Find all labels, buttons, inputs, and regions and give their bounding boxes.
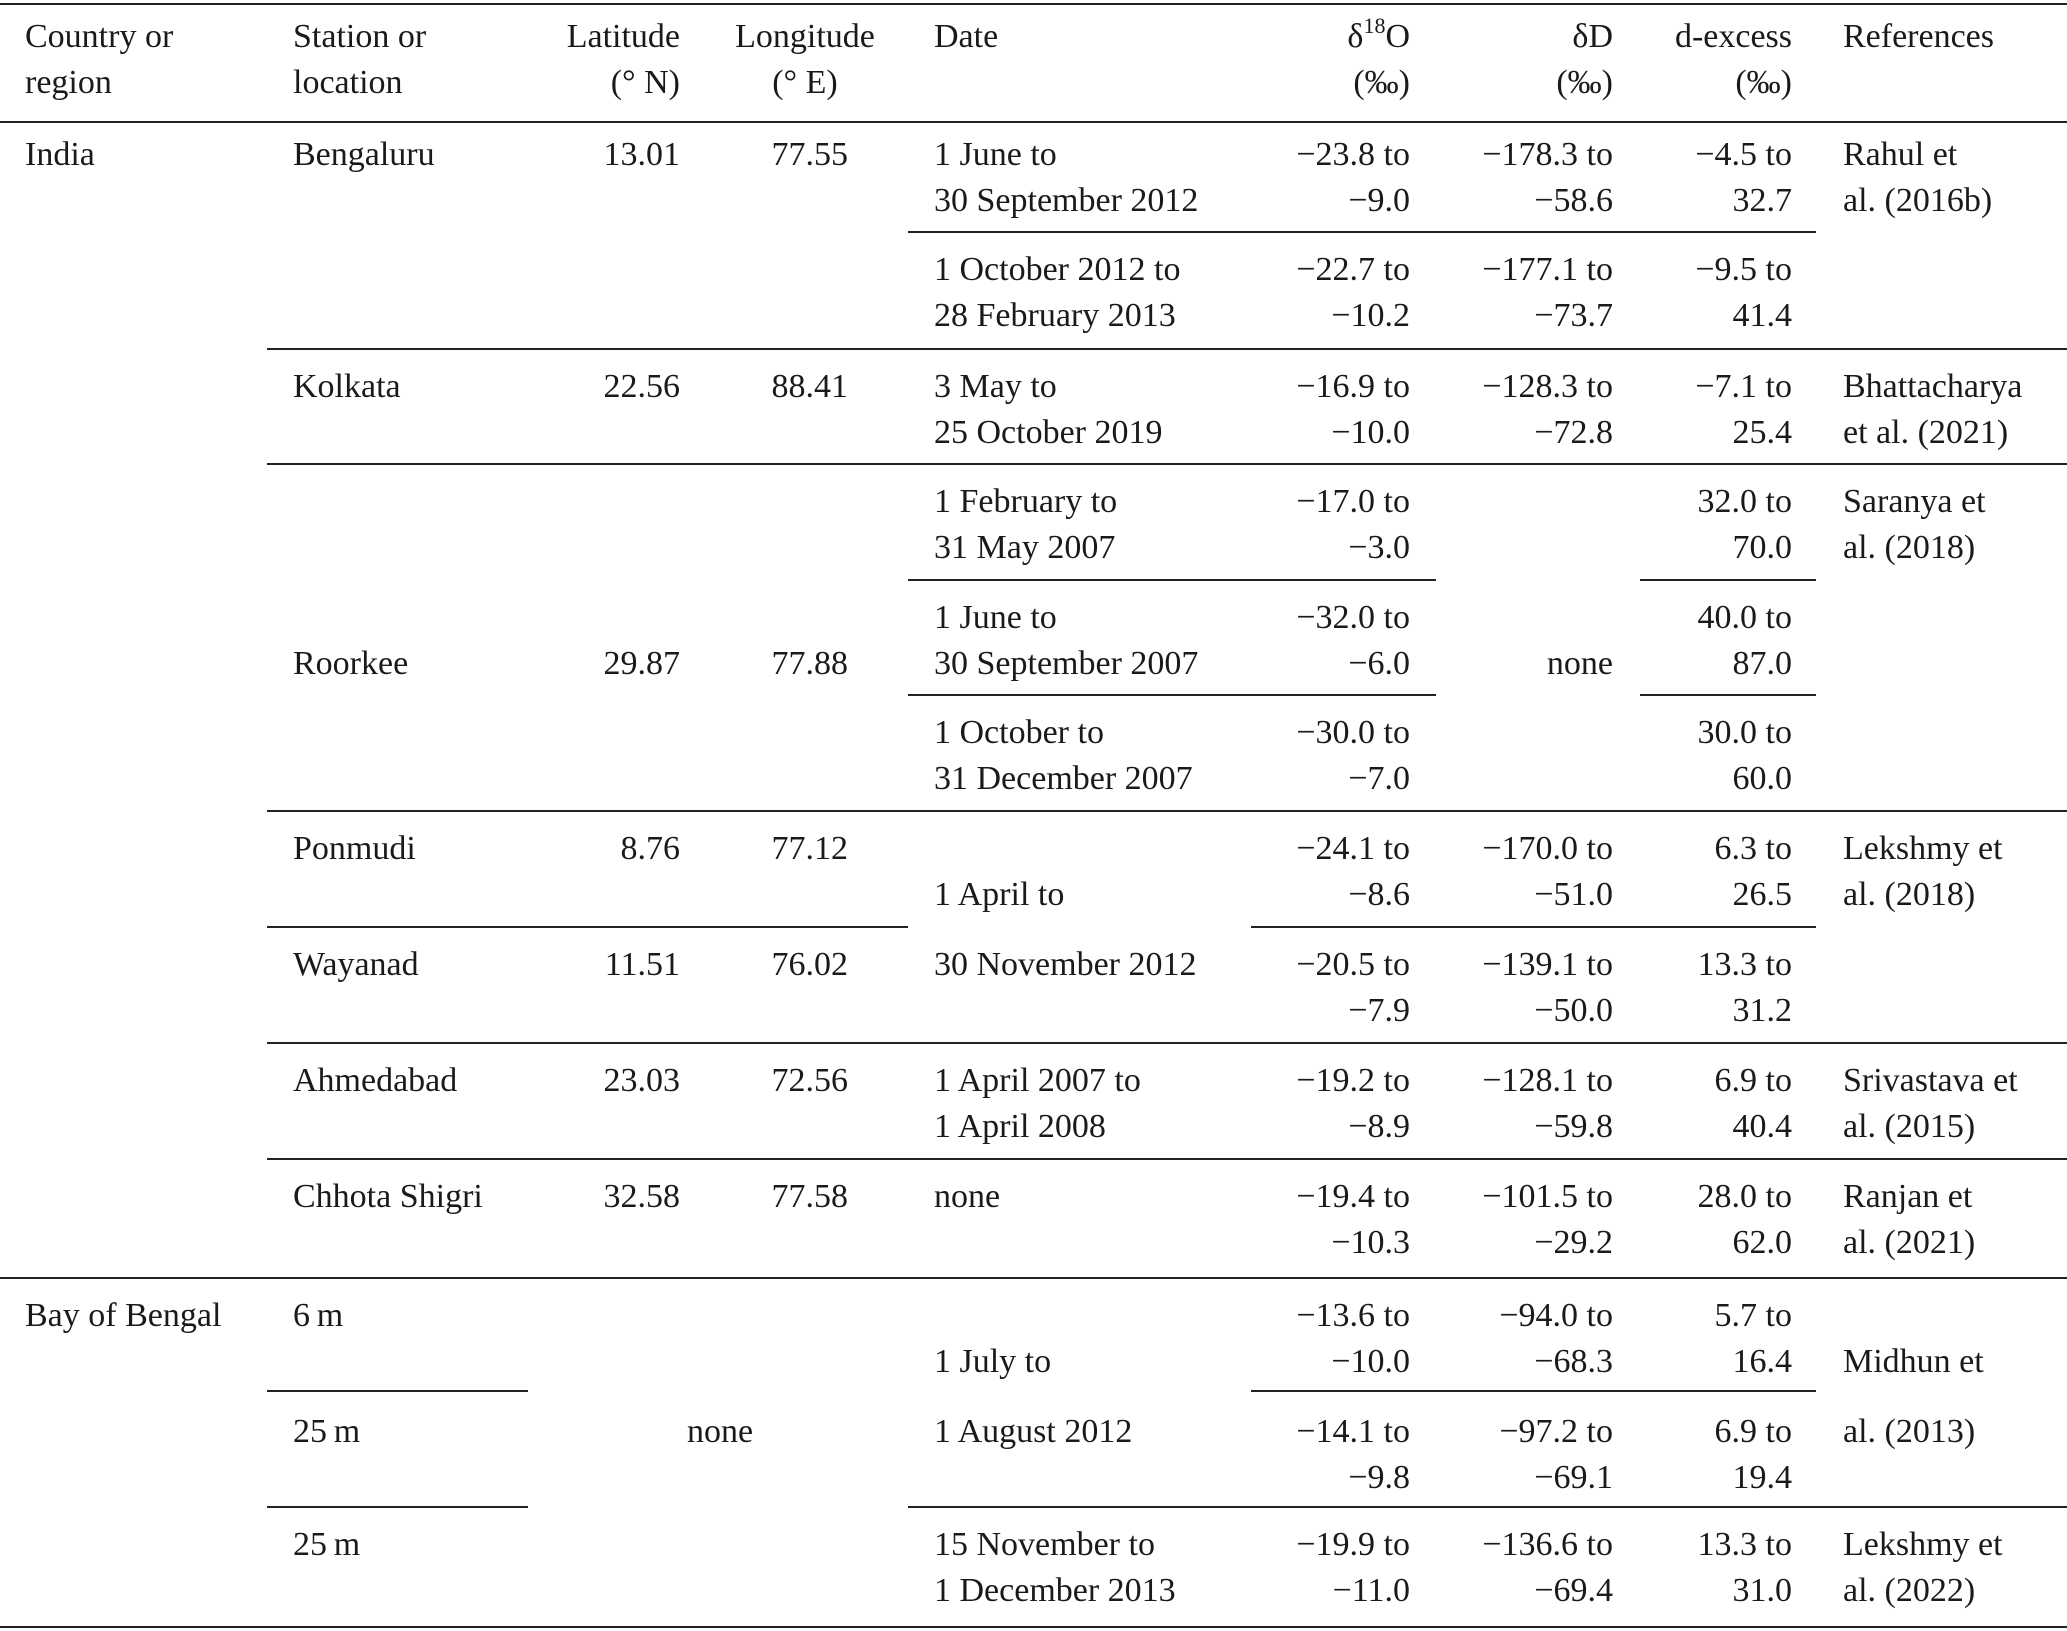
d18o-o: O	[1385, 18, 1410, 55]
rule-bay-25m-station	[267, 1506, 528, 1508]
lon-wayanad: 76.02	[771, 946, 848, 983]
lon-roorkee: 77.88	[771, 645, 848, 682]
header-country: Country or region	[25, 18, 174, 101]
date-chhota-shigri: none	[934, 1178, 1001, 1215]
date-roorkee-2: 1 June to 30 September 2007	[934, 599, 1199, 682]
lat-ponmudi: 8.76	[620, 830, 680, 867]
rule-header	[0, 121, 2067, 123]
header-longitude: Longitude (° E)	[735, 18, 875, 101]
dex-ponmudi: 6.3 to 26.5	[1714, 830, 1792, 913]
lat-chhota-shigri: 32.58	[603, 1178, 680, 1215]
dd-bay-25m-a: −97.2 to −69.1	[1499, 1413, 1613, 1496]
header-references: References	[1843, 18, 1995, 55]
lon-ahmedabad: 72.56	[771, 1062, 848, 1099]
rule-bay-25m-values	[908, 1506, 2067, 1508]
rule-roorkee-2b	[1640, 694, 1816, 696]
d18o-bay-25m-a: −14.1 to −9.8	[1296, 1413, 1410, 1496]
rule-after-bengaluru	[267, 348, 2067, 350]
station-bay-25m-b: 25 m	[293, 1526, 361, 1563]
dd-bay-25m-b: −136.6 to −69.4	[1482, 1526, 1613, 1609]
country-bay-of-bengal: Bay of Bengal	[25, 1297, 222, 1334]
dex-kolkata: −7.1 to 25.4	[1695, 368, 1792, 451]
lon-kolkata: 88.41	[771, 368, 848, 405]
dd-ahmedabad: −128.1 to −59.8	[1482, 1062, 1613, 1145]
date-bay-a: 1 July to 1 August 2012	[934, 1343, 1133, 1450]
dex-chhota-shigri: 28.0 to 62.0	[1697, 1178, 1792, 1261]
rule-after-ahmedabad	[267, 1158, 2067, 1160]
d18o-bengaluru-2: −22.7 to −10.2	[1296, 251, 1410, 334]
dex-bay-6m: 5.7 to 16.4	[1714, 1297, 1792, 1380]
date-roorkee-1: 1 February to 31 May 2007	[934, 483, 1118, 566]
lon-bengaluru: 77.55	[771, 136, 848, 173]
rule-after-india	[0, 1277, 2067, 1279]
lat-ahmedabad: 23.03	[603, 1062, 680, 1099]
rule-after-kolkata	[267, 463, 2067, 465]
dd-roorkee: none	[1546, 645, 1613, 682]
country-india: India	[25, 136, 95, 173]
header-date: Date	[934, 18, 999, 55]
station-kolkata: Kolkata	[293, 368, 401, 405]
d18o-delta: δ	[1347, 18, 1364, 55]
lat-kolkata: 22.56	[603, 368, 680, 405]
dd-chhota-shigri: −101.5 to −29.2	[1482, 1178, 1613, 1261]
ref-roorkee: Saranya et al. (2018)	[1843, 483, 1986, 566]
date-roorkee-3: 1 October to 31 December 2007	[934, 714, 1193, 797]
dex-ahmedabad: 6.9 to 40.4	[1714, 1062, 1792, 1145]
dex-roorkee-1: 32.0 to 70.0	[1697, 483, 1792, 566]
header-dd: δD (‰)	[1556, 18, 1613, 101]
dd-wayanad: −139.1 to −50.0	[1482, 946, 1613, 1029]
station-roorkee: Roorkee	[293, 645, 409, 682]
lon-ponmudi: 77.12	[771, 830, 848, 867]
rule-bottom	[0, 1626, 2067, 1628]
dex-wayanad: 13.3 to 31.2	[1697, 946, 1792, 1029]
d18o-wayanad: −20.5 to −7.9	[1296, 946, 1410, 1029]
dd-bengaluru-2: −177.1 to −73.7	[1482, 251, 1613, 334]
d18o-sup: 18	[1363, 13, 1386, 38]
d18o-ahmedabad: −19.2 to −8.9	[1296, 1062, 1410, 1145]
header-dexcess: d-excess (‰)	[1674, 18, 1792, 101]
dex-bay-25m-a: 6.9 to 19.4	[1714, 1413, 1792, 1496]
d18o-roorkee-3: −30.0 to −7.0	[1296, 714, 1410, 797]
station-bay-25m-a: 25 m	[293, 1413, 361, 1450]
ref-bay-a: Midhun et al. (2013)	[1843, 1343, 1984, 1450]
rule-after-wayanad	[267, 1042, 2067, 1044]
date-bay-b: 15 November to 1 December 2013	[934, 1526, 1176, 1609]
dd-kolkata: −128.3 to −72.8	[1482, 368, 1613, 451]
rule-bay-6m-values	[1251, 1390, 1816, 1392]
rule-roorkee-1b	[1640, 579, 1816, 581]
rule-roorkee-1	[908, 579, 1436, 581]
date-ponmudi-wayanad: 1 April to 30 November 2012	[934, 876, 1197, 983]
dd-bay-6m: −94.0 to −68.3	[1499, 1297, 1613, 1380]
station-chhota-shigri: Chhota Shigri	[293, 1178, 483, 1215]
station-ahmedabad: Ahmedabad	[293, 1062, 458, 1099]
ref-bay-b: Lekshmy et al. (2022)	[1843, 1526, 2003, 1609]
ref-ponmudi-wayanad: Lekshmy et al. (2018)	[1843, 830, 2003, 913]
lon-chhota-shigri: 77.58	[771, 1178, 848, 1215]
station-wayanad: Wayanad	[293, 946, 419, 983]
d18o-bay-6m: −13.6 to −10.0	[1296, 1297, 1410, 1380]
ref-chhota-shigri: Ranjan et al. (2021)	[1843, 1178, 1976, 1261]
d18o-roorkee-2: −32.0 to −6.0	[1296, 599, 1410, 682]
ref-ahmedabad: Srivastava et al. (2015)	[1843, 1062, 2018, 1145]
d18o-bay-25m-b: −19.9 to −11.0	[1296, 1526, 1410, 1609]
d18o-chhota-shigri: −19.4 to −10.3	[1296, 1178, 1410, 1261]
ref-kolkata: Bhattacharya et al. (2021)	[1843, 368, 2023, 451]
ref-bengaluru: Rahul et al. (2016b)	[1843, 136, 1993, 219]
date-ahmedabad: 1 April 2007 to 1 April 2008	[934, 1062, 1141, 1145]
date-kolkata: 3 May to 25 October 2019	[934, 368, 1163, 451]
rule-ponmudi-b	[1251, 926, 1816, 928]
dex-roorkee-3: 30.0 to 60.0	[1697, 714, 1792, 797]
date-bengaluru-1: 1 June to 30 September 2012	[934, 136, 1199, 219]
d18o-kolkata: −16.9 to −10.0	[1296, 368, 1410, 451]
dex-bengaluru-2: −9.5 to 41.4	[1695, 251, 1792, 334]
rule-bay-6m-station	[267, 1390, 528, 1392]
d18o-ponmudi: −24.1 to −8.6	[1296, 830, 1410, 913]
rule-ponmudi-a	[267, 926, 908, 928]
header-station: Station or location	[293, 18, 427, 101]
date-bengaluru-2: 1 October 2012 to 28 February 2013	[934, 251, 1181, 334]
dex-roorkee-2: 40.0 to 87.0	[1697, 599, 1792, 682]
header-latitude: Latitude (° N)	[566, 18, 680, 101]
lat-roorkee: 29.87	[603, 645, 680, 682]
dd-ponmudi: −170.0 to −51.0	[1482, 830, 1613, 913]
station-bay-6m: 6 m	[293, 1297, 344, 1334]
station-bengaluru: Bengaluru	[293, 136, 435, 173]
lat-wayanad: 11.51	[604, 946, 680, 983]
dd-bengaluru-1: −178.3 to −58.6	[1482, 136, 1613, 219]
rule-after-roorkee	[267, 810, 2067, 812]
d18o-bengaluru-1: −23.8 to −9.0	[1296, 136, 1410, 219]
header-d18o: $\delta^{18}O$ (‰)	[1347, 13, 1410, 101]
dex-bay-25m-b: 13.3 to 31.0	[1697, 1526, 1792, 1609]
station-ponmudi: Ponmudi	[293, 830, 416, 867]
rule-top	[0, 3, 2067, 5]
rule-roorkee-2	[908, 694, 1436, 696]
d18o-roorkee-1: −17.0 to −3.0	[1296, 483, 1410, 566]
dex-bengaluru-1: −4.5 to 32.7	[1695, 136, 1792, 219]
lat-bengaluru: 13.01	[603, 136, 680, 173]
latlon-bay: none	[686, 1413, 754, 1450]
rule-bengaluru-mid	[908, 231, 1816, 233]
